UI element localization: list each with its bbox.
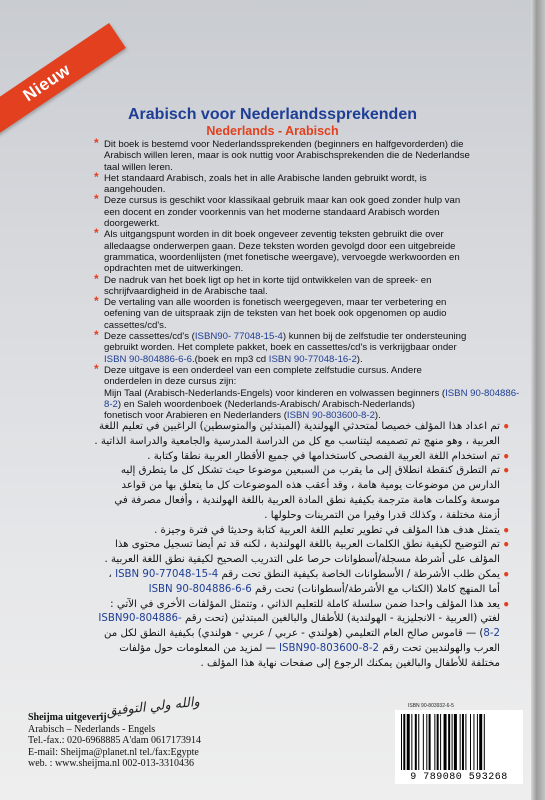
barcode-bar: [426, 714, 427, 770]
barcode-bar: [407, 714, 410, 770]
publisher-name: Sheijma uitgeverij: [28, 712, 107, 723]
barcode-bar: [444, 714, 447, 770]
barcode-bar: [484, 714, 485, 770]
new-ribbon-badge: Nieuw: [0, 23, 126, 143]
barcode-isbn-label: ISBN 90-803932-6-5: [408, 703, 454, 709]
bullet-icon: •: [502, 464, 510, 479]
bullet-icon: *: [94, 169, 99, 184]
nl-bullet-item: * De vertaling van alle woorden is fonetisch weergegeven, maar ter verbetering en oefening van de uitspraak zijn de teksten van het boek ook opgenomen op audio cassettes/cd's.: [94, 294, 447, 331]
isbn-code: ISBN 90-77048-16-2: [268, 353, 357, 365]
bullet-icon: •: [502, 567, 510, 582]
isbn-code: ISBN90-803600-8-2: [279, 642, 379, 654]
bullet-icon: *: [94, 294, 99, 309]
barcode-bar: [423, 714, 424, 770]
isbn-code: ISBN 90-77048-15-4: [115, 568, 219, 580]
bullet-icon: *: [94, 361, 99, 376]
bullet-icon: *: [94, 136, 99, 150]
arabic-description: [94, 420, 510, 672]
barcode-bar: [452, 714, 453, 770]
isbn-code: ISBN 90-804886-6-6: [148, 583, 252, 595]
publisher-info: [28, 712, 206, 770]
barcode-bar: [440, 714, 441, 770]
ar-bullet-item-order: • يمكن طلب الأشرطة / الأسطوانات الخاصة بكيفية النطق تحت رقم ISBN 90-77048-15-4 ، أما المنهج كاملا (الكتاب مع الأشرطة/أسطوانات) تحت رقم ISBN 90-804886-6-6: [108, 567, 510, 595]
book-title: Arabisch voor Nederlandssprekenden: [128, 106, 417, 123]
barcode-number: 9 789080 593268: [410, 772, 508, 783]
ar-bullet-item: • تم اعداد هذا المؤلف خصيصا لمتحدثي الهولندية (المبتدئين والمتوسطين) الراغبين في تعليم اللغة العربية ، وهو منهج تم تصميمه ليتناسب مع كل من الدراسة المدرسية والجامعية والدراسة الذاتية .: [94, 420, 510, 447]
publisher-web: web. : www.sheijma.nl 002-013-3310436: [28, 758, 194, 769]
isbn-code: ISBN 90-804886-6-6: [104, 353, 192, 365]
barcode-bar: [454, 714, 457, 770]
barcode-bar: [411, 714, 412, 770]
dutch-description: [94, 136, 524, 422]
barcode-bar: [437, 714, 439, 770]
nl-bullet-item: * Het standaard Arabisch, zoals het in alle Arabische landen gebruikt wordt, is aangehouden.: [94, 169, 427, 196]
publisher-phone: Tel.-fax.: 020-6968885 A'dam 0617173914: [28, 735, 202, 746]
isbn-code: ISBN 90-803600-8-2: [286, 410, 375, 422]
bullet-icon: •: [502, 538, 510, 553]
bullet-icon: •: [502, 597, 510, 612]
barcode-bars-icon: [395, 710, 523, 772]
nl-bullet-item: * Als uitgangspunt worden in dit boek ongeveer zeventig teksten gebruikt die over alledaagse onderwerpen gaan. Deze teksten worden gevolgd door een uitgebreide grammatica, woordenlijsten (met fonetische weergave), vervoegde werkwoorden en opdrachten met de uitwerkingen.: [94, 226, 460, 275]
bullet-icon: *: [94, 328, 99, 343]
barcode-bar: [434, 714, 435, 770]
bullet-icon: •: [502, 523, 510, 538]
bullet-icon: *: [94, 192, 99, 207]
barcode-bar: [415, 714, 417, 770]
nl-bullet-item: * De nadruk van het boek ligt op het in korte tijd ontwikkelen van de spreek- en schrijfvaardigheid in de Arabische taal.: [94, 271, 432, 297]
isbn-code: ISBN90- 77048-15-4: [194, 331, 283, 343]
barcode-bar: [460, 714, 461, 770]
ar-bullet-item: • يتمثل هدف هذا المؤلف في تطوير تعليم اللغة العربية كتابة وحديثا في فترة وجيزة .: [154, 523, 510, 538]
bullet-icon: *: [94, 271, 99, 286]
barcode-bar: [448, 714, 450, 770]
barcode-bar: [403, 714, 405, 770]
barcode-bar: [479, 714, 482, 770]
bullet-icon: •: [502, 449, 510, 464]
nl-bullet-item: * Dit boek is bestemd voor Nederlandssprekenden (beginners en halfgevorderden) die Arabisch willen leren, maar is ook nuttig voor Arabischsprekenden die de Nederlandse taal willen leren.: [94, 136, 470, 173]
barcode-bar: [477, 714, 478, 770]
isbn-code: ISBN 90-804886-8-2: [104, 387, 520, 410]
closing-calligraphy: والله ولي التوفيق .: [97, 694, 201, 721]
ar-bullet-item: • تم التطرق كنقطة انطلاق إلى ما يقرب من السبعين موضوعا حيث تشكل كل ما يتطرق إليه الدارس من موضوعات يومية هامة ، وقد أعقب هذه الموضوعات كل ما يتعلق بها من قواعد موسعة وكلمات هامة مترجمة بكيفية نطق المادة العربية باللغة الهولندية ، وأفعال مصرفة في أزمنة مختلفة ، وكذلك قدرا وفيرا من التمرينات وحلولها .: [114, 464, 510, 521]
barcode-bar: [418, 714, 419, 770]
bullet-icon: •: [502, 420, 510, 434]
isbn-code: ISBN90-804886-8-2: [98, 613, 500, 640]
barcode-bar: [465, 714, 466, 770]
barcode-bar: [462, 714, 464, 770]
ar-bullet-item: • تم استخدام اللغة العربية الفصحى كاستخدامها في جميع الأقطار العربية نطقا وكتابة .: [147, 449, 510, 464]
barcode-bar: [401, 714, 402, 770]
ar-bullet-item-series: • يعد هذا المؤلف واحدا ضمن سلسلة كاملة للتعليم الذاتي ، وتتمثل المؤلفات الأخرى في الآتي : لغتي (العربية - الانجليزية - الهولندية) للأطفال والبالغين المبتدئين (تحت رقم ISBN90-804886-8-2) — قاموس صالح العام التعليمي (هولندي - عربي / عربي - هولندي) بكيفية النطق لكل من العرب والهولنديين تحت رقم ISBN90-803600-8-2 — لمزيد من المعلومات حول مؤلفات مختلفة للأطفال والبالغين يمكنك الرجوع إلى صفحات نهاية هذا المؤلف .: [98, 597, 510, 669]
bullet-icon: *: [94, 226, 99, 241]
barcode-bar: [473, 714, 474, 770]
publisher-line: Arabisch – Nederlands - Engels: [28, 723, 156, 735]
nl-bullet-item-series: * Deze uitgave is een onderdeel van een complete zelfstudie cursus. Andere onderdelen in deze cursus zijn: Mijn Taal (Arabisch-Nederlands-Engels) voor kinderen en volwassen beginners (ISBN 90-804886-8-2) en Saleh woordenboek (Nederlands-Arabisch/ Arabisch-Nederlands) fonetisch voor Arabieren en Nederlanders (ISBN 90-803600-8-2).: [94, 361, 520, 422]
book-subtitle: Nederlands - Arabisch: [206, 124, 339, 138]
barcode-bar: [429, 714, 431, 770]
publisher-email: E-mail: Sheijma@planet.nl tel./fax:Egypte: [28, 746, 199, 758]
barcode-bar: [470, 714, 471, 770]
nl-bullet-item-cassettes: * Deze cassettes/cd's (ISBN90- 77048-15-4) kunnen bij de zelfstudie ter ondersteuning gebruikt worden. Het complete pakket, boek en cassettes/cd's is verkrijgbaar onder ISBN 90-804886-6-6.(boek en mp3 cd ISBN 90-77048-16-2).: [94, 328, 467, 365]
nl-bullet-item: * Deze cursus is geschikt voor klassikaal gebruik maar kan ook goed zonder hulp van een docent en zonder voorkennis van het moderne standaard Arabisch worden doorgewerkt.: [94, 192, 461, 230]
ar-bullet-item: • تم التوضيح لكيفية نطق الكلمات العربية باللغة الهولندية ، لكنه قد تم أيضا تسجيل محتوى هذا المؤلف على أشرطة مسجلة/أسطوانات حرصا على التدريب الصحيح لكيفية نطق اللغة العربية .: [104, 538, 510, 566]
